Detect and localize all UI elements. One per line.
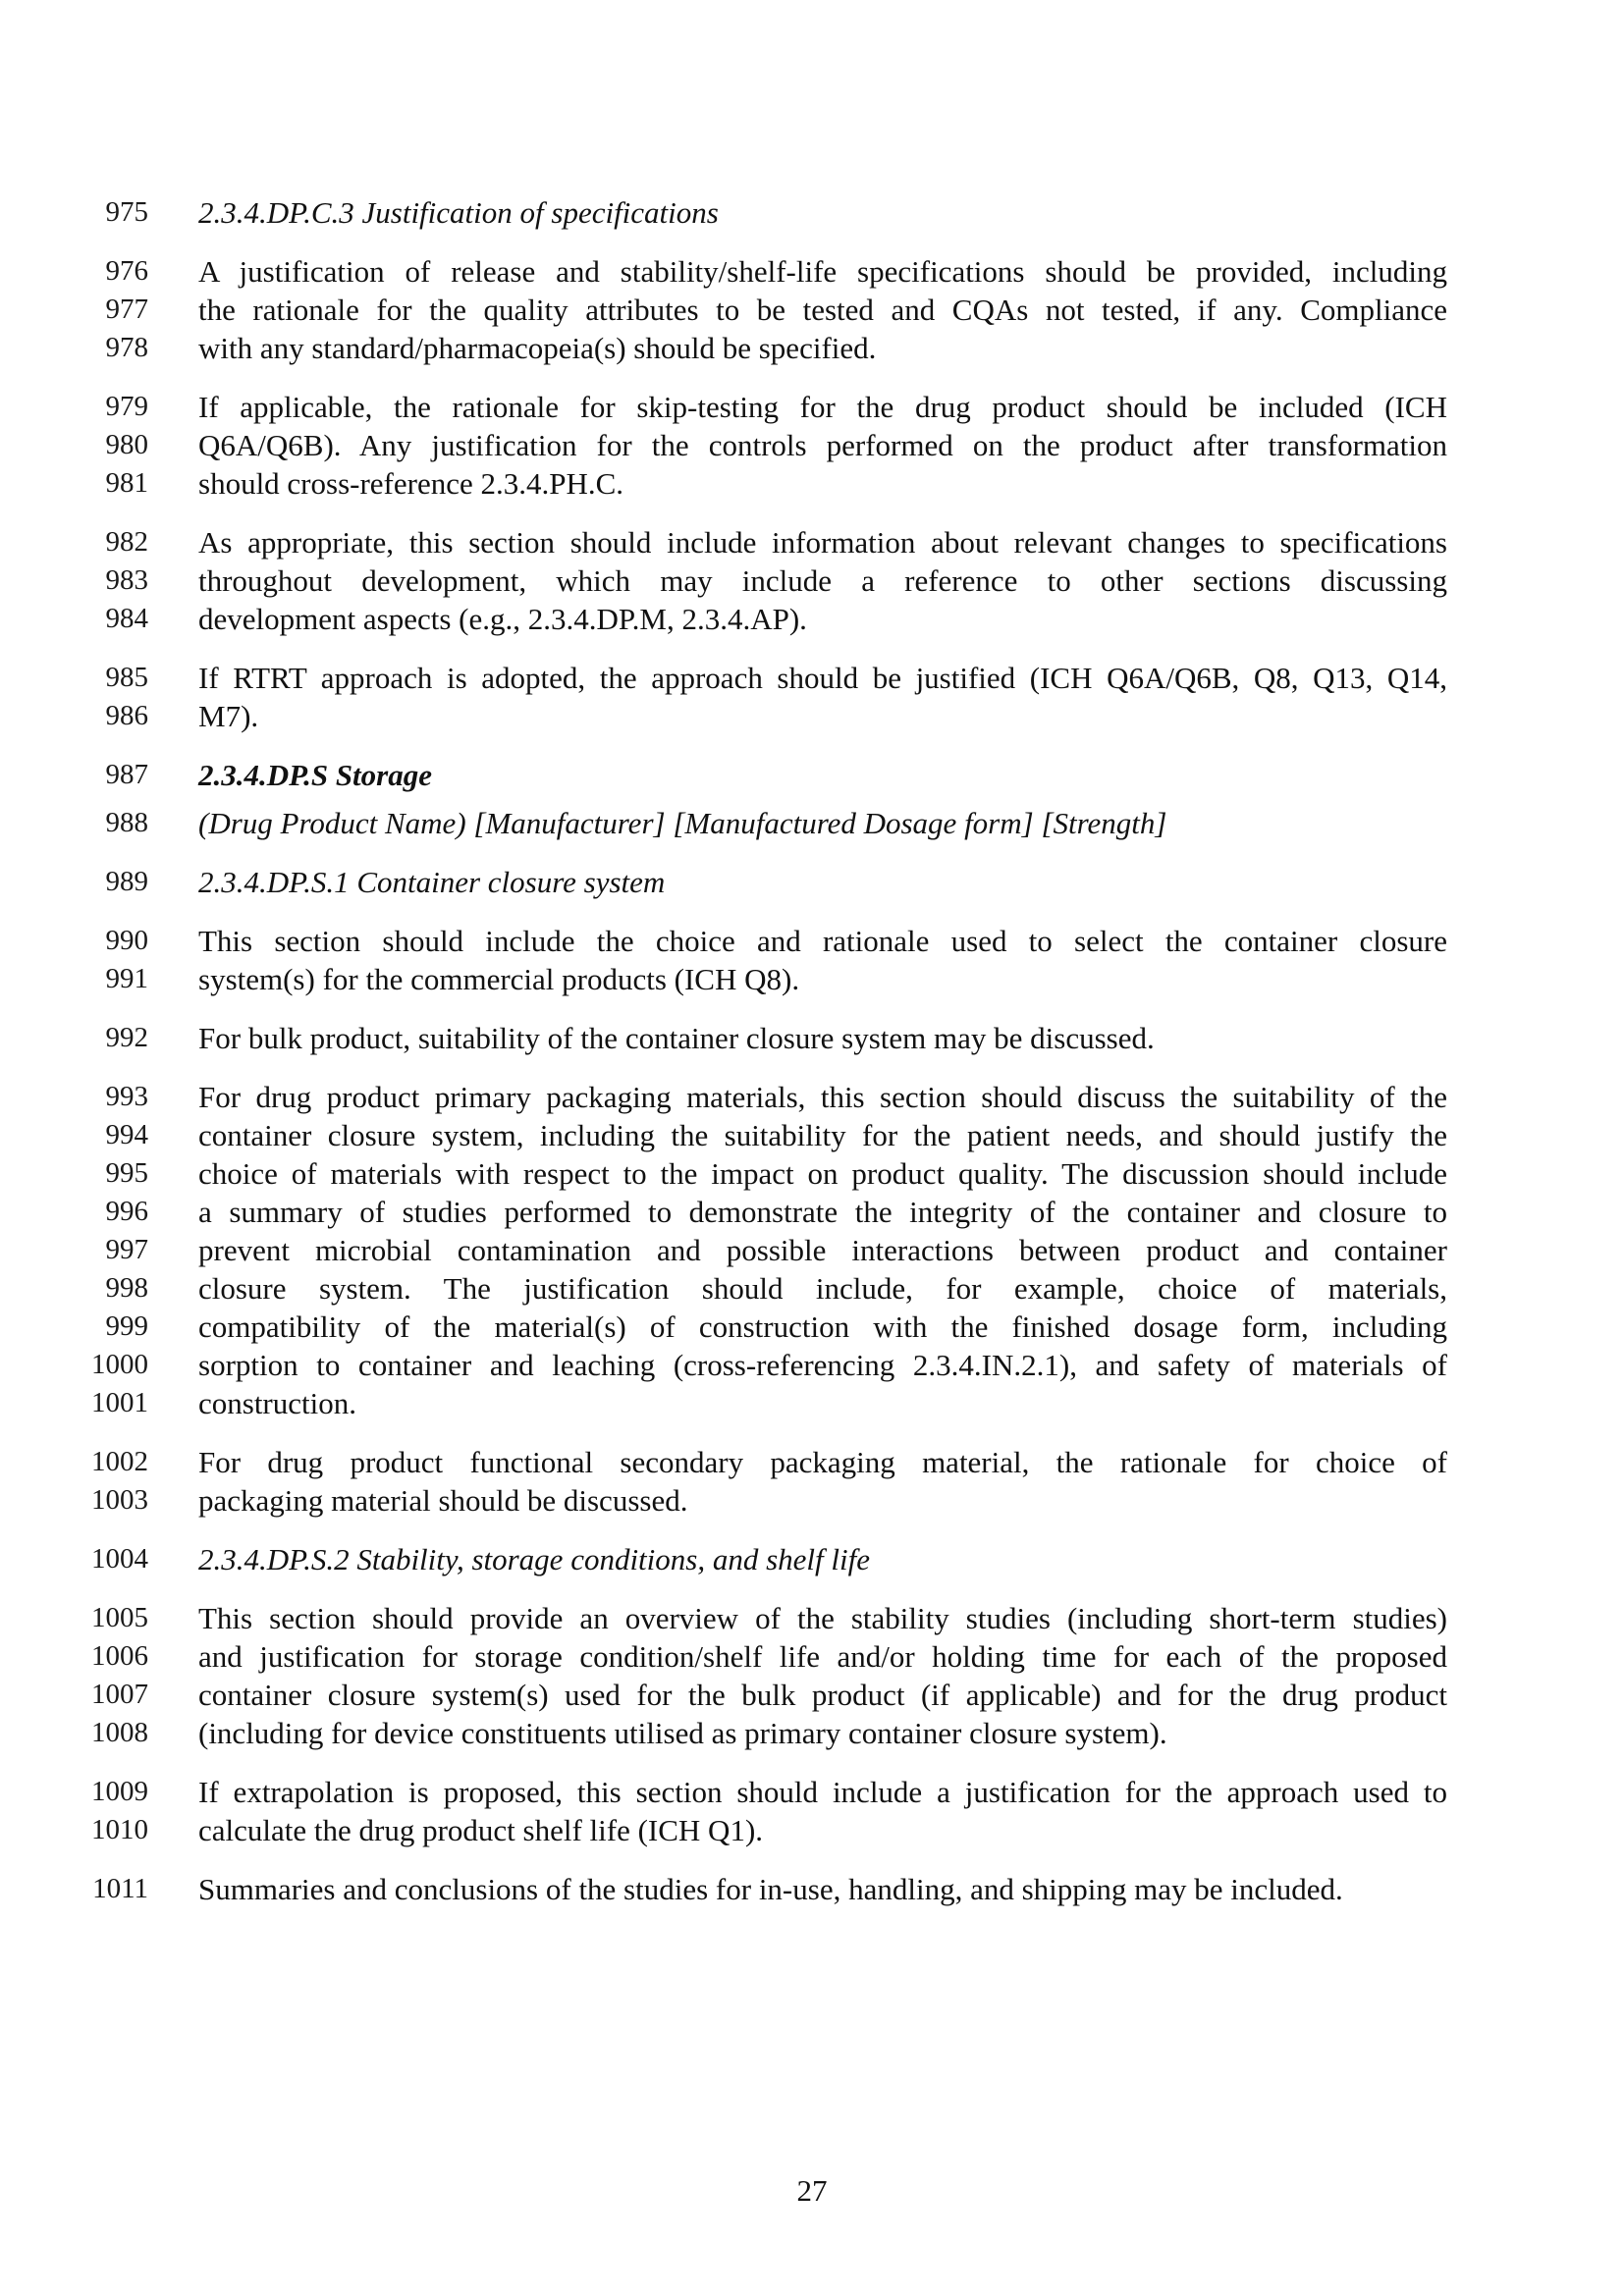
subsection-heading: 2.3.4.DP.C.3 Justification of specifications xyxy=(198,195,719,230)
line-text: sorption to container and leaching (cross-referencing 2.3.4.IN.2.1), and safety of materials of xyxy=(198,1348,1447,1382)
numbered-line xyxy=(0,1154,1624,1193)
numbered-line xyxy=(0,1019,1624,1057)
numbered-line xyxy=(0,388,1624,426)
numbered-line xyxy=(0,1193,1624,1231)
section-heading: 2.3.4.DP.S Storage xyxy=(198,758,432,792)
line-number: 1010 xyxy=(91,1814,148,1845)
line-number: 995 xyxy=(105,1157,148,1189)
numbered-line xyxy=(0,193,1624,232)
line-text: If applicable, the rationale for skip-testing for the drug product should be included (ICH xyxy=(198,390,1447,424)
line-number: 979 xyxy=(105,391,148,422)
line-number: 1009 xyxy=(91,1776,148,1807)
numbered-line xyxy=(0,1540,1624,1578)
numbered-line xyxy=(0,863,1624,901)
numbered-line xyxy=(0,1384,1624,1422)
numbered-line xyxy=(0,1676,1624,1714)
line-number: 993 xyxy=(105,1081,148,1112)
numbered-line xyxy=(0,426,1624,464)
line-number: 984 xyxy=(105,603,148,634)
line-text: compatibility of the material(s) of construction with the finished dosage form, including xyxy=(198,1309,1447,1344)
line-number: 988 xyxy=(105,807,148,838)
numbered-line xyxy=(0,1443,1624,1481)
line-number: 985 xyxy=(105,662,148,693)
line-text: development aspects (e.g., 2.3.4.DP.M, 2.3.4.AP). xyxy=(198,602,807,636)
numbered-line xyxy=(0,291,1624,329)
line-number: 1006 xyxy=(91,1640,148,1672)
line-number: 975 xyxy=(105,196,148,228)
line-text: and justification for storage condition/shelf life and/or holding time for each of the proposed xyxy=(198,1639,1447,1674)
line-number: 994 xyxy=(105,1119,148,1150)
numbered-line xyxy=(0,1078,1624,1116)
line-text: As appropriate, this section should include information about relevant changes to specifications xyxy=(198,525,1447,560)
line-number: 1008 xyxy=(91,1717,148,1748)
line-number: 1003 xyxy=(91,1484,148,1516)
line-text: For bulk product, suitability of the container closure system may be discussed. xyxy=(198,1021,1155,1055)
line-text: closure system. The justification should include, for example, choice of materials, xyxy=(198,1271,1447,1306)
line-text: with any standard/pharmacopeia(s) should be specified. xyxy=(198,331,877,365)
line-text: This section should provide an overview of the stability studies (including short-term studies) xyxy=(198,1601,1447,1635)
numbered-line xyxy=(0,561,1624,600)
line-number: 997 xyxy=(105,1234,148,1265)
numbered-line xyxy=(0,600,1624,638)
numbered-line xyxy=(0,960,1624,998)
line-text: A justification of release and stability/shelf-life specifications should be provided, including xyxy=(198,254,1447,289)
numbered-line xyxy=(0,329,1624,367)
line-number: 976 xyxy=(105,255,148,287)
line-number: 1011 xyxy=(92,1873,148,1904)
page-content xyxy=(0,193,1624,1908)
line-text: If extrapolation is proposed, this section should include a justification for the approach used to xyxy=(198,1775,1447,1809)
line-text: M7). xyxy=(198,699,259,733)
subsection-heading: 2.3.4.DP.S.1 Container closure system xyxy=(198,865,666,899)
numbered-line xyxy=(0,1481,1624,1520)
numbered-line xyxy=(0,252,1624,291)
line-number: 990 xyxy=(105,925,148,956)
line-number: 1007 xyxy=(91,1679,148,1710)
line-number: 991 xyxy=(105,963,148,994)
numbered-line xyxy=(0,756,1624,794)
line-text: This section should include the choice and rationale used to select the container closure xyxy=(198,924,1447,958)
line-text: For drug product primary packaging materials, this section should discuss the suitability of the xyxy=(198,1080,1447,1114)
line-number: 982 xyxy=(105,526,148,558)
line-text: should cross-reference 2.3.4.PH.C. xyxy=(198,466,624,501)
line-number: 1000 xyxy=(91,1349,148,1380)
line-number: 996 xyxy=(105,1196,148,1227)
numbered-line xyxy=(0,1870,1624,1908)
line-text: Summaries and conclusions of the studies for in-use, handling, and shipping may be included. xyxy=(198,1872,1343,1906)
numbered-line xyxy=(0,523,1624,561)
numbered-line xyxy=(0,1637,1624,1676)
numbered-line xyxy=(0,1308,1624,1346)
line-number: 986 xyxy=(105,700,148,731)
line-number: 1002 xyxy=(91,1446,148,1477)
line-text: choice of materials with respect to the impact on product quality. The discussion should include xyxy=(198,1156,1447,1191)
line-text: construction. xyxy=(198,1386,356,1420)
line-text: prevent microbial contamination and possible interactions between product and container xyxy=(198,1233,1447,1267)
line-text: container closure system(s) used for the bulk product (if applicable) and for the drug product xyxy=(198,1678,1447,1712)
line-number: 983 xyxy=(105,564,148,596)
line-number: 1004 xyxy=(91,1543,148,1575)
line-text: system(s) for the commercial products (ICH Q8). xyxy=(198,962,800,996)
numbered-line xyxy=(0,697,1624,735)
line-text: container closure system, including the suitability for the patient needs, and should justify the xyxy=(198,1118,1447,1152)
line-number: 977 xyxy=(105,294,148,325)
numbered-line xyxy=(0,804,1624,842)
line-number: 998 xyxy=(105,1272,148,1304)
line-number: 999 xyxy=(105,1310,148,1342)
line-number: 1005 xyxy=(91,1602,148,1633)
line-text: calculate the drug product shelf life (ICH Q1). xyxy=(198,1813,764,1847)
line-text: throughout development, which may include a reference to other sections discussing xyxy=(198,563,1447,598)
numbered-line xyxy=(0,1811,1624,1849)
line-text: For drug product functional secondary packaging material, the rationale for choice of xyxy=(198,1445,1447,1479)
numbered-line xyxy=(0,1773,1624,1811)
line-text: a summary of studies performed to demonstrate the integrity of the container and closure to xyxy=(198,1195,1447,1229)
line-number: 992 xyxy=(105,1022,148,1053)
line-text: (including for device constituents utilised as primary container closure system). xyxy=(198,1716,1167,1750)
subsection-heading: 2.3.4.DP.S.2 Stability, storage conditions, and shelf life xyxy=(198,1542,870,1576)
line-number: 978 xyxy=(105,332,148,363)
line-number: 989 xyxy=(105,866,148,897)
numbered-line xyxy=(0,1231,1624,1269)
line-text: (Drug Product Name) [Manufacturer] [Manufactured Dosage form] [Strength] xyxy=(198,806,1167,840)
numbered-line xyxy=(0,659,1624,697)
numbered-line xyxy=(0,1269,1624,1308)
line-number: 980 xyxy=(105,429,148,460)
numbered-line xyxy=(0,1599,1624,1637)
numbered-line xyxy=(0,1346,1624,1384)
line-text: Q6A/Q6B). Any justification for the controls performed on the product after transformation xyxy=(198,428,1447,462)
page-number: 27 xyxy=(796,2173,828,2208)
line-text: the rationale for the quality attributes to be tested and CQAs not tested, if any. Compliance xyxy=(198,293,1447,327)
line-text: If RTRT approach is adopted, the approach should be justified (ICH Q6A/Q6B, Q8, Q13, Q14, xyxy=(198,661,1447,695)
numbered-line xyxy=(0,1714,1624,1752)
numbered-line xyxy=(0,1116,1624,1154)
line-number: 981 xyxy=(105,467,148,499)
numbered-line xyxy=(0,922,1624,960)
numbered-line xyxy=(0,464,1624,503)
line-text: packaging material should be discussed. xyxy=(198,1483,688,1518)
line-number: 1001 xyxy=(91,1387,148,1418)
line-number: 987 xyxy=(105,759,148,790)
